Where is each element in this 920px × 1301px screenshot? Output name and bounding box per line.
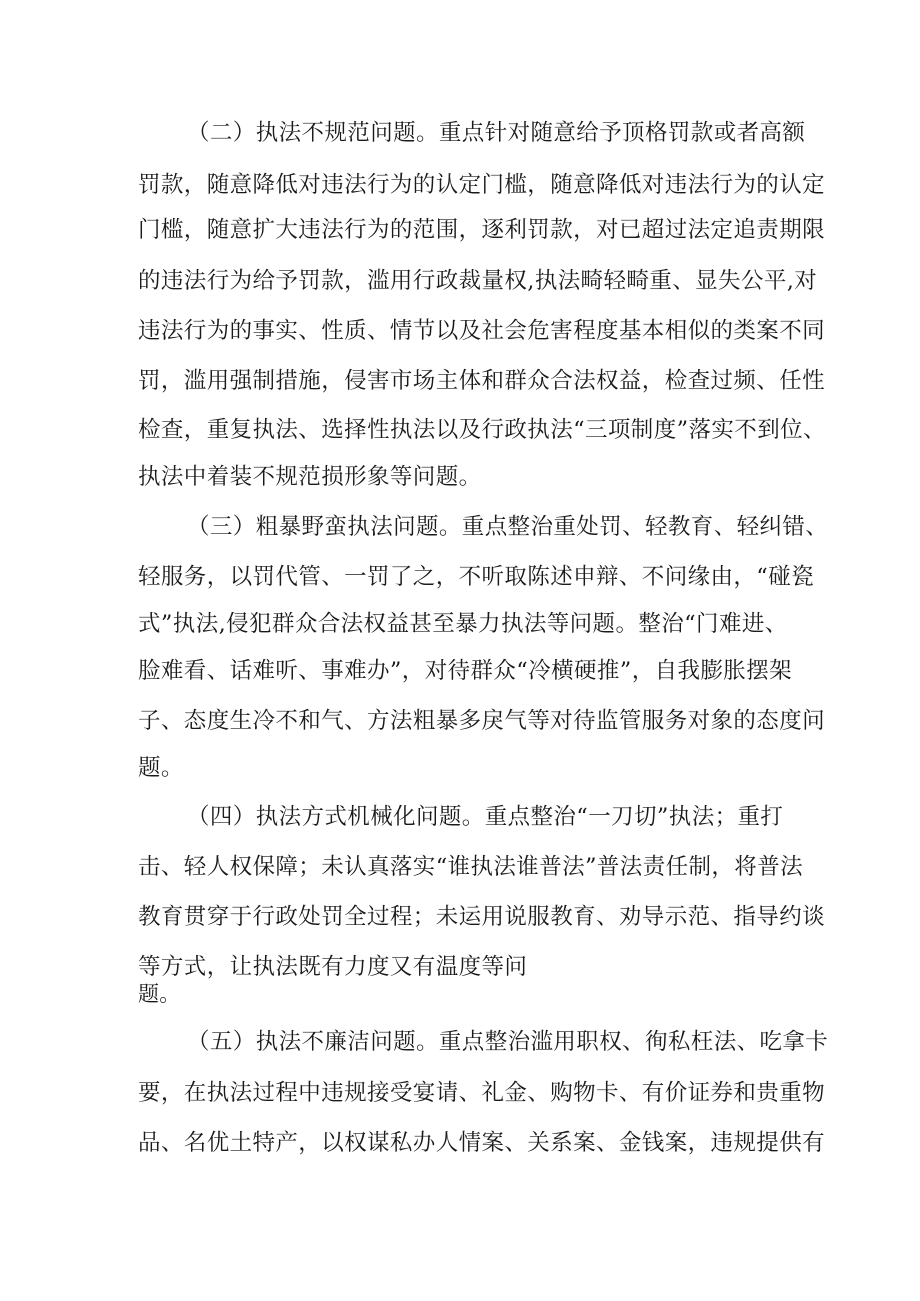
paragraph-line: 式”执法,侵犯群众合法权益甚至暴力执法等问题。整治“门难进、: [138, 611, 788, 637]
paragraph-line: 违法行为的事实、性质、情节以及社会危害程度基本相似的类案不同: [138, 318, 826, 344]
paragraph-line: 轻服务，以罚代管、一罚了之，不听取陈述申辩、不问缘由，“碰瓷: [138, 564, 815, 590]
paragraph-line: 罚，滥用强制措施，侵害市场主体和群众合法权益，检查过频、任性: [138, 368, 826, 394]
paragraph-line: 题。: [138, 755, 184, 781]
paragraph-line: 要，在执法过程中违规接受宴请、礼金、购物卡、有价证券和贵重物: [138, 1080, 826, 1106]
paragraph-line: （二）执法不规范问题。重点针对随意给予顶格罚款或者高额: [187, 120, 806, 146]
paragraph-line: 等方式，让执法既有力度又有温度等问: [138, 954, 528, 980]
paragraph-line: 脸难看、话难听、事难办”，对待群众“冷横硬推”，自我膨胀摆架: [138, 658, 793, 684]
paragraph-line: 执法中着装不规范损形象等问题。: [138, 464, 482, 490]
paragraph-line: 题。: [138, 982, 181, 1006]
paragraph-line: 检查，重复执法、选择性执法以及行政执法“三项制度”落实不到位、: [138, 417, 826, 443]
paragraph-line: 子、态度生冷不和气、方法粗暴多戾气等对待监管服务对象的态度问: [138, 708, 826, 734]
paragraph-line: 的违法行为给予罚款，滥用行政裁量权,执法畸轻畸重、显失公平,对: [138, 268, 818, 294]
paragraph-line: （四）执法方式机械化问题。重点整治“一刀切”执法；重打: [187, 804, 784, 830]
paragraph-line: 门槛，随意扩大违法行为的范围，逐利罚款，对已超过法定追责期限: [138, 217, 826, 243]
paragraph-line: （三）粗暴野蛮执法问题。重点整治重处罚、轻教育、轻纠错、: [187, 514, 829, 540]
paragraph-line: 教育贯穿于行政处罚全过程；未运用说服教育、劝导示范、指导约谈: [138, 904, 826, 930]
paragraph-line: 品、名优土特产，以权谋私办人情案、关系案、金钱案，违规提供有: [138, 1130, 826, 1156]
paragraph-line: （五）执法不廉洁问题。重点整治滥用职权、徇私枉法、吃拿卡: [187, 1029, 829, 1055]
paragraph-line: 击、轻人权保障；未认真落实“谁执法谁普法”普法责任制，将普法: [138, 854, 804, 880]
paragraph-line: 罚款，随意降低对违法行为的认定门槛，随意降低对违法行为的认定: [138, 172, 826, 198]
